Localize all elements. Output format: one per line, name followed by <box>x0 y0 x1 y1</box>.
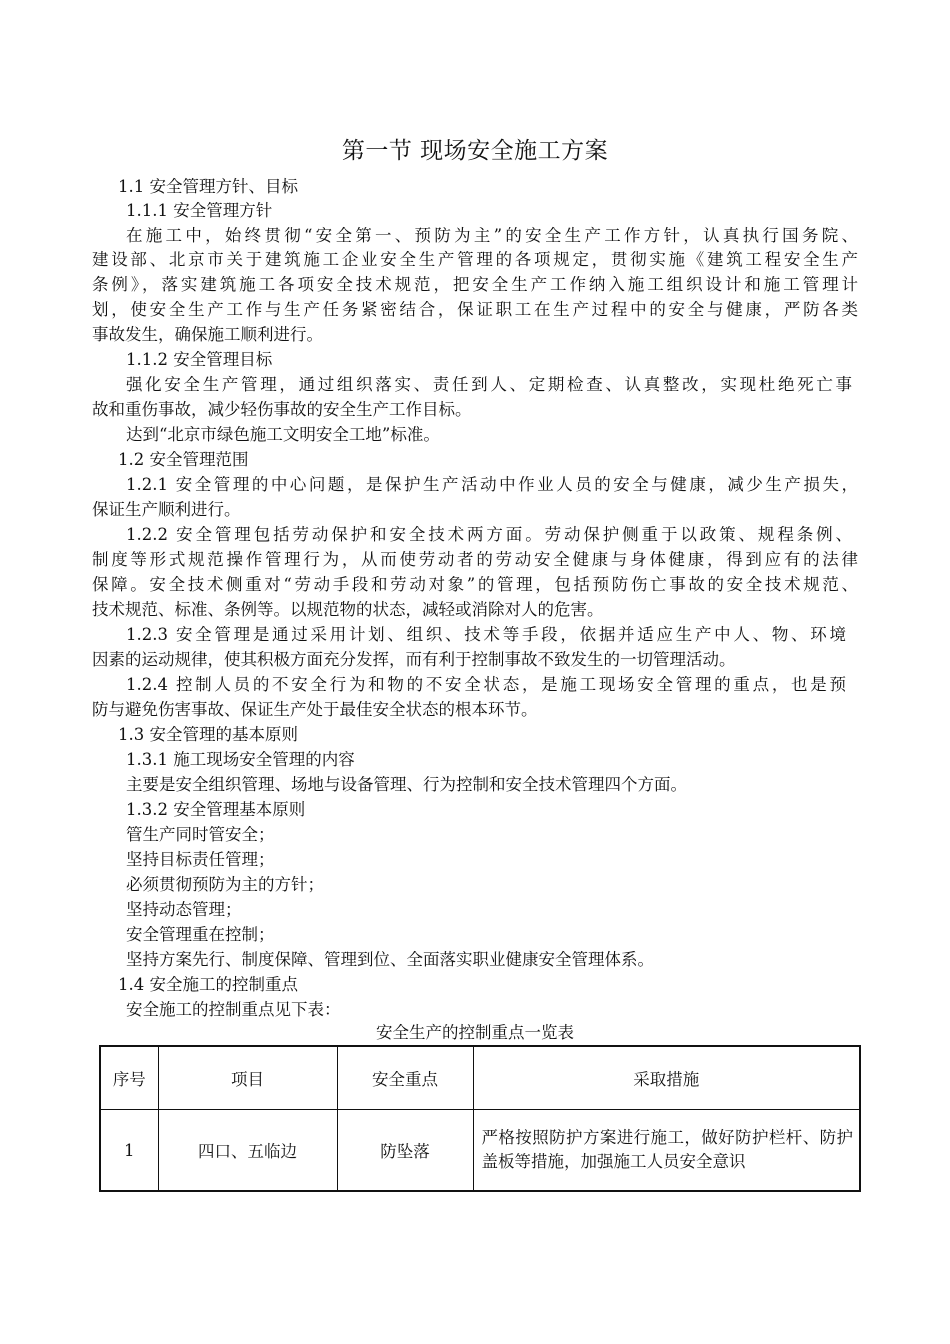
control-points-table <box>99 1045 861 1192</box>
principle-item: 必须贯彻预防为主的方针； <box>126 875 324 894</box>
paragraph-line: 因素的运动规律，使其积极方面充分发挥，而有利于控制事故不致发生的一切管理活动。 <box>92 650 736 669</box>
paragraph-line: 1.2.1 安全管理的中心问题，是保护生产活动中作业人员的安全与健康，减少生产损失， <box>126 475 858 494</box>
heading-1-1-1: 1.1.1 安全管理方针 <box>126 201 273 220</box>
heading-1-1: 1.1 安全管理方针、目标 <box>118 177 298 196</box>
paragraph-line: 安全施工的控制重点见下表： <box>126 1000 341 1019</box>
table-row <box>100 1110 860 1192</box>
principle-item: 坚持动态管理； <box>126 900 242 919</box>
paragraph-line: 强化安全生产管理，通过组织落实、责任到人、定期检查、认真整改，实现杜绝死亡事 <box>126 375 852 394</box>
paragraph-line: 保障。安全技术侧重对“劳动手段和劳动对象”的管理，包括预防伤亡事故的安全技术规范、 <box>92 575 858 594</box>
table-caption: 安全生产的控制重点一览表 <box>376 1023 574 1042</box>
principle-item: 管生产同时管安全； <box>126 825 275 844</box>
cell-index: 1 <box>100 1110 158 1192</box>
principle-item: 安全管理重在控制； <box>126 925 275 944</box>
heading-1-4: 1.4 安全施工的控制重点 <box>118 975 298 994</box>
paragraph-line: 建设部、北京市关于建筑施工企业安全生产管理的各项规定，贯彻实施《建筑工程安全生产 <box>92 250 858 269</box>
heading-1-1-2: 1.1.2 安全管理目标 <box>126 350 273 369</box>
heading-1-3-1: 1.3.1 施工现场安全管理的内容 <box>126 750 355 769</box>
principle-item: 坚持目标责任管理； <box>126 850 275 869</box>
heading-1-3-2: 1.3.2 安全管理基本原则 <box>126 800 306 819</box>
principle-item: 坚持方案先行、制度保障、管理到位、全面落实职业健康安全管理体系。 <box>126 950 654 969</box>
paragraph-line: 制度等形式规范操作管理行为，从而使劳动者的劳动安全健康与身体健康，得到应有的法律 <box>92 550 858 569</box>
cell-item: 四口、五临边 <box>158 1110 337 1192</box>
header-cell-measures: 采取措施 <box>473 1046 860 1110</box>
paragraph-line: 防与避免伤害事故、保证生产处于最佳安全状态的根本环节。 <box>92 700 538 719</box>
cell-measures: 严格按照防护方案进行施工，做好防护栏杆、防护盖板等措施，加强施工人员安全意识 <box>473 1110 860 1192</box>
header-cell-item: 项目 <box>158 1046 337 1110</box>
paragraph-line: 在施工中，始终贯彻“安全第一、预防为主”的安全生产工作方针，认真执行国务院、 <box>126 226 858 245</box>
paragraph-line: 1.2.4 控制人员的不安全行为和物的不安全状态，是施工现场安全管理的重点，也是预 <box>126 675 846 694</box>
paragraph-line: 条例》，落实建筑施工各项安全技术规范，把安全生产工作纳入施工组织设计和施工管理计 <box>92 275 858 294</box>
table-header-row <box>100 1046 860 1110</box>
header-cell-index: 序号 <box>100 1046 158 1110</box>
paragraph-line: 1.2.3 安全管理是通过采用计划、组织、技术等手段，依据并适应生产中人、物、环境 <box>126 625 846 644</box>
paragraph-line: 技术规范、标准、条例等。以规范物的状态，减轻或消除对人的危害。 <box>92 600 604 619</box>
paragraph-line: 事故发生，确保施工顺利进行。 <box>92 325 323 344</box>
header-cell-focus: 安全重点 <box>337 1046 473 1110</box>
paragraph-line: 1.2.2 安全管理包括劳动保护和安全技术两方面。劳动保护侧重于以政策、规程条例、 <box>126 525 852 544</box>
paragraph-line: 故和重伤事故，减少轻伤事故的安全生产工作目标。 <box>92 400 472 419</box>
heading-1-3: 1.3 安全管理的基本原则 <box>118 725 298 744</box>
paragraph-line: 达到“北京市绿色施工文明安全工地”标准。 <box>126 425 440 444</box>
page-title: 第一节 现场安全施工方案 <box>341 138 609 164</box>
paragraph-line: 保证生产顺利进行。 <box>92 500 241 519</box>
paragraph-line: 主要是安全组织管理、场地与设备管理、行为控制和安全技术管理四个方面。 <box>126 775 687 794</box>
heading-1-2: 1.2 安全管理范围 <box>118 450 249 469</box>
cell-focus: 防坠落 <box>337 1110 473 1192</box>
paragraph-line: 划，使安全生产工作与生产任务紧密结合，保证职工在生产过程中的安全与健康，严防各类 <box>92 300 858 319</box>
